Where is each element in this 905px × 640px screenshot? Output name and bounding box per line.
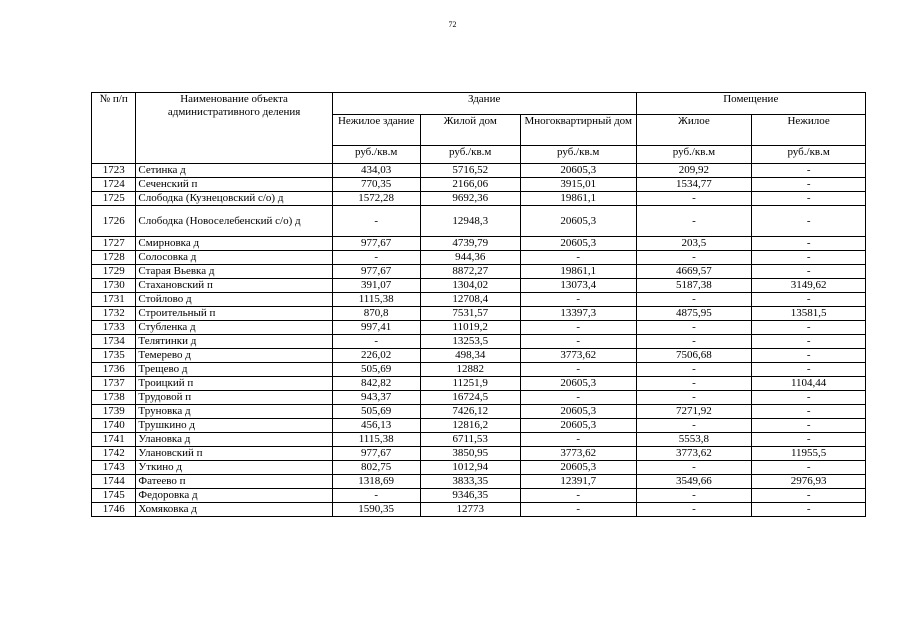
apartment-building-price: 19861,1 [520, 265, 636, 279]
residential-room-price: - [636, 192, 752, 206]
residential-room-price: 209,92 [636, 164, 752, 178]
nonresidential-building-price: 505,69 [332, 405, 420, 419]
apartment-building-price: 12391,7 [520, 475, 636, 489]
apartment-building-price: 20605,3 [520, 405, 636, 419]
row-number: 1738 [92, 391, 136, 405]
row-number: 1735 [92, 349, 136, 363]
object-name: Труновка д [136, 405, 332, 419]
apartment-building-price: 13397,3 [520, 307, 636, 321]
nonresidential-building-price: 1115,38 [332, 293, 420, 307]
residential-house-price: 498,34 [420, 349, 520, 363]
apartment-building-price: 3915,01 [520, 178, 636, 192]
unit-label: руб./кв.м [636, 146, 752, 164]
object-name: Строительный п [136, 307, 332, 321]
apartment-building-price: 20605,3 [520, 237, 636, 251]
row-number: 1732 [92, 307, 136, 321]
residential-house-price: 3833,35 [420, 475, 520, 489]
header-number: № п/п [92, 93, 136, 164]
residential-house-price: 11251,9 [420, 377, 520, 391]
table-row [92, 164, 866, 178]
residential-house-price: 12816,2 [420, 419, 520, 433]
row-number: 1726 [92, 206, 136, 237]
nonresidential-building-price: - [332, 251, 420, 265]
object-name: Стахановский п [136, 279, 332, 293]
object-name: Сетинка д [136, 164, 332, 178]
object-name: Сеченский п [136, 178, 332, 192]
apartment-building-price: 20605,3 [520, 164, 636, 178]
nonresidential-room-price: 13581,5 [752, 307, 866, 321]
row-number: 1728 [92, 251, 136, 265]
apartment-building-price: - [520, 293, 636, 307]
nonresidential-building-price: 226,02 [332, 349, 420, 363]
object-name: Уткино д [136, 461, 332, 475]
residential-house-price: 7426,12 [420, 405, 520, 419]
residential-room-price: 4875,95 [636, 307, 752, 321]
residential-room-price: - [636, 251, 752, 265]
row-number: 1725 [92, 192, 136, 206]
row-number: 1744 [92, 475, 136, 489]
residential-room-price: - [636, 363, 752, 377]
header-nonresidential-room: Нежилое [752, 115, 866, 146]
nonresidential-building-price: - [332, 489, 420, 503]
unit-label: руб./кв.м [752, 146, 866, 164]
residential-house-price: 1012,94 [420, 461, 520, 475]
row-number: 1739 [92, 405, 136, 419]
residential-house-price: 2166,06 [420, 178, 520, 192]
table-row [92, 489, 866, 503]
nonresidential-room-price: - [752, 335, 866, 349]
object-name: Федоровка д [136, 489, 332, 503]
unit-label: руб./кв.м [332, 146, 420, 164]
residential-house-price: 9346,35 [420, 489, 520, 503]
row-number: 1734 [92, 335, 136, 349]
residential-room-price: - [636, 321, 752, 335]
nonresidential-room-price: - [752, 503, 866, 517]
row-number: 1742 [92, 447, 136, 461]
table-row [92, 391, 866, 405]
residential-room-price: 5187,38 [636, 279, 752, 293]
residential-house-price: 5716,52 [420, 164, 520, 178]
residential-room-price: 1534,77 [636, 178, 752, 192]
row-number: 1743 [92, 461, 136, 475]
residential-room-price: - [636, 335, 752, 349]
nonresidential-room-price: - [752, 363, 866, 377]
header-apartment-building: Многоквартирный дом [520, 115, 636, 146]
apartment-building-price: - [520, 321, 636, 335]
residential-room-price: 3549,66 [636, 475, 752, 489]
object-name: Стойлово д [136, 293, 332, 307]
row-number: 1736 [92, 363, 136, 377]
table-body [92, 164, 866, 517]
row-number: 1733 [92, 321, 136, 335]
table-row [92, 251, 866, 265]
residential-house-price: 11019,2 [420, 321, 520, 335]
residential-house-price: 12773 [420, 503, 520, 517]
header-nonresidential-building: Нежилое здание [332, 115, 420, 146]
nonresidential-room-price: - [752, 206, 866, 237]
table-row [92, 419, 866, 433]
table-row [92, 475, 866, 489]
table-row [92, 307, 866, 321]
nonresidential-building-price: - [332, 206, 420, 237]
object-name: Хомяковка д [136, 503, 332, 517]
object-name: Слободка (Новоселебенский с/о) д [136, 206, 332, 237]
nonresidential-building-price: 943,37 [332, 391, 420, 405]
apartment-building-price: - [520, 489, 636, 503]
row-number: 1727 [92, 237, 136, 251]
table-row [92, 321, 866, 335]
object-name: Трудовой п [136, 391, 332, 405]
unit-label: руб./кв.м [420, 146, 520, 164]
nonresidential-room-price: - [752, 192, 866, 206]
table-row [92, 279, 866, 293]
header-building: Здание [332, 93, 636, 115]
nonresidential-building-price: 1572,28 [332, 192, 420, 206]
residential-house-price: 12948,3 [420, 206, 520, 237]
residential-room-price: 4669,57 [636, 265, 752, 279]
nonresidential-room-price: - [752, 265, 866, 279]
object-name: Трушкино д [136, 419, 332, 433]
nonresidential-room-price: - [752, 251, 866, 265]
nonresidential-building-price: 842,82 [332, 377, 420, 391]
row-number: 1741 [92, 433, 136, 447]
object-name: Улановский п [136, 447, 332, 461]
table-row [92, 503, 866, 517]
residential-room-price: - [636, 489, 752, 503]
residential-room-price: - [636, 391, 752, 405]
nonresidential-building-price: 1115,38 [332, 433, 420, 447]
table-row [92, 447, 866, 461]
table-row [92, 335, 866, 349]
row-number: 1723 [92, 164, 136, 178]
table-row [92, 192, 866, 206]
table-row [92, 461, 866, 475]
residential-house-price: 944,36 [420, 251, 520, 265]
object-name: Смирновка д [136, 237, 332, 251]
row-number: 1737 [92, 377, 136, 391]
nonresidential-building-price: 1318,69 [332, 475, 420, 489]
residential-house-price: 1304,02 [420, 279, 520, 293]
residential-room-price: 3773,62 [636, 447, 752, 461]
nonresidential-building-price: 1590,35 [332, 503, 420, 517]
object-name: Улановка д [136, 433, 332, 447]
nonresidential-building-price: 977,67 [332, 237, 420, 251]
residential-room-price: - [636, 293, 752, 307]
apartment-building-price: - [520, 335, 636, 349]
table-row [92, 206, 866, 237]
header-room: Помещение [636, 93, 865, 115]
residential-room-price: 7271,92 [636, 405, 752, 419]
residential-house-price: 3850,95 [420, 447, 520, 461]
object-name: Стубленка д [136, 321, 332, 335]
nonresidential-building-price: 870,8 [332, 307, 420, 321]
nonresidential-room-price: - [752, 237, 866, 251]
nonresidential-room-price: - [752, 461, 866, 475]
nonresidential-building-price: 770,35 [332, 178, 420, 192]
nonresidential-room-price: - [752, 489, 866, 503]
residential-house-price: 12708,4 [420, 293, 520, 307]
table-row [92, 405, 866, 419]
nonresidential-room-price: 2976,93 [752, 475, 866, 489]
residential-house-price: 8872,27 [420, 265, 520, 279]
object-name: Солосовка д [136, 251, 332, 265]
residential-house-price: 9692,36 [420, 192, 520, 206]
residential-room-price: - [636, 461, 752, 475]
unit-label: руб./кв.м [520, 146, 636, 164]
table-row [92, 349, 866, 363]
apartment-building-price: - [520, 433, 636, 447]
residential-room-price: 203,5 [636, 237, 752, 251]
nonresidential-room-price: - [752, 433, 866, 447]
nonresidential-building-price: 977,67 [332, 265, 420, 279]
nonresidential-room-price: - [752, 178, 866, 192]
residential-house-price: 16724,5 [420, 391, 520, 405]
table-row [92, 377, 866, 391]
apartment-building-price: 20605,3 [520, 461, 636, 475]
nonresidential-room-price: 1104,44 [752, 377, 866, 391]
apartment-building-price: 20605,3 [520, 377, 636, 391]
residential-room-price: 5553,8 [636, 433, 752, 447]
row-number: 1731 [92, 293, 136, 307]
nonresidential-building-price: - [332, 335, 420, 349]
nonresidential-room-price: - [752, 293, 866, 307]
nonresidential-room-price: - [752, 349, 866, 363]
nonresidential-building-price: 977,67 [332, 447, 420, 461]
apartment-building-price: - [520, 251, 636, 265]
apartment-building-price: - [520, 503, 636, 517]
nonresidential-room-price: 11955,5 [752, 447, 866, 461]
apartment-building-price: 20605,3 [520, 206, 636, 237]
residential-house-price: 6711,53 [420, 433, 520, 447]
table-row [92, 363, 866, 377]
residential-room-price: - [636, 377, 752, 391]
nonresidential-building-price: 802,75 [332, 461, 420, 475]
object-name: Троицкий п [136, 377, 332, 391]
object-name: Трещево д [136, 363, 332, 377]
row-number: 1729 [92, 265, 136, 279]
page-number: 72 [448, 20, 457, 29]
nonresidential-room-price: - [752, 321, 866, 335]
apartment-building-price: - [520, 391, 636, 405]
nonresidential-building-price: 997,41 [332, 321, 420, 335]
residential-house-price: 7531,57 [420, 307, 520, 321]
table-row [92, 237, 866, 251]
row-number: 1724 [92, 178, 136, 192]
apartment-building-price: 20605,3 [520, 419, 636, 433]
row-number: 1745 [92, 489, 136, 503]
nonresidential-building-price: 505,69 [332, 363, 420, 377]
object-name: Слободка (Кузнецовский с/о) д [136, 192, 332, 206]
nonresidential-room-price: - [752, 164, 866, 178]
object-name: Темерево д [136, 349, 332, 363]
residential-house-price: 13253,5 [420, 335, 520, 349]
object-name: Фатеево п [136, 475, 332, 489]
row-number: 1740 [92, 419, 136, 433]
apartment-building-price: 3773,62 [520, 447, 636, 461]
residential-house-price: 4739,79 [420, 237, 520, 251]
apartment-building-price: - [520, 363, 636, 377]
table-row [92, 293, 866, 307]
header-residential-house: Жилой дом [420, 115, 520, 146]
residential-room-price: - [636, 419, 752, 433]
object-name: Старая Вьевка д [136, 265, 332, 279]
nonresidential-room-price: - [752, 391, 866, 405]
nonresidential-room-price: - [752, 419, 866, 433]
table-row [92, 433, 866, 447]
residential-house-price: 12882 [420, 363, 520, 377]
apartment-building-price: 13073,4 [520, 279, 636, 293]
nonresidential-building-price: 434,03 [332, 164, 420, 178]
nonresidential-building-price: 391,07 [332, 279, 420, 293]
table-row [92, 265, 866, 279]
residential-room-price: - [636, 503, 752, 517]
price-table [91, 92, 866, 517]
nonresidential-room-price: 3149,62 [752, 279, 866, 293]
header-residential-room: Жилое [636, 115, 752, 146]
nonresidential-building-price: 456,13 [332, 419, 420, 433]
nonresidential-room-price: - [752, 405, 866, 419]
header-object-name: Наименование объекта административного деления [136, 93, 332, 164]
row-number: 1730 [92, 279, 136, 293]
apartment-building-price: 19861,1 [520, 192, 636, 206]
residential-room-price: 7506,68 [636, 349, 752, 363]
residential-room-price: - [636, 206, 752, 237]
apartment-building-price: 3773,62 [520, 349, 636, 363]
table-row [92, 178, 866, 192]
row-number: 1746 [92, 503, 136, 517]
object-name: Телятинки д [136, 335, 332, 349]
